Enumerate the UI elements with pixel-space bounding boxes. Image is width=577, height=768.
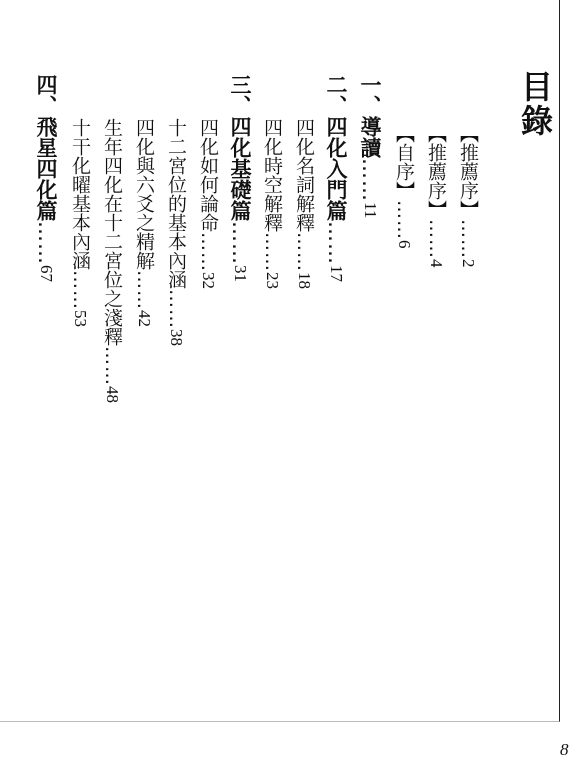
toc-entry-sub-2-2 — [256, 118, 286, 289]
entry-page: 67 — [37, 265, 56, 282]
leader-dots: …… — [165, 289, 187, 329]
entry-label: 一、導讀 — [358, 74, 382, 158]
leader-dots: …… — [425, 219, 447, 259]
page-number: 8 — [560, 740, 569, 759]
entry-page: 53 — [71, 310, 90, 327]
entry-label: 【自序】 — [393, 124, 415, 200]
leader-dots: …… — [358, 158, 382, 202]
entry-label: 二、四化入門篇 — [324, 74, 348, 221]
toc-entry-sub-3-1 — [192, 118, 222, 289]
entry-page: 48 — [103, 386, 122, 403]
leader-dots: …… — [261, 232, 283, 272]
toc-entry-sub-3-2 — [160, 118, 190, 346]
entry-page: 4 — [427, 259, 446, 268]
toc-entry-chapter-3 — [224, 74, 254, 282]
leader-dots: …… — [293, 232, 315, 272]
leader-dots: …… — [228, 221, 252, 265]
leader-dots: …… — [101, 346, 123, 386]
toc-title: 目錄 — [516, 70, 554, 138]
entry-page: 6 — [395, 240, 414, 249]
toc-entry-chapter-2 — [320, 74, 350, 282]
leader-dots: …… — [69, 270, 91, 310]
entry-label: 生年四化在十二宮位之淺釋 — [101, 118, 123, 346]
leader-dots: …… — [133, 270, 155, 310]
toc-entry-preface-2 — [420, 124, 450, 268]
leader-dots: …… — [393, 200, 415, 240]
entry-label: 【推薦序】 — [457, 124, 479, 219]
leader-dots: …… — [197, 232, 219, 272]
entry-label: 十二宮位的基本內涵 — [165, 118, 187, 289]
entry-label: 四化與六爻之精解 — [133, 118, 155, 270]
toc-entry-self-preface — [388, 124, 418, 249]
entry-page: 42 — [135, 310, 154, 327]
entry-page: 32 — [199, 272, 218, 289]
toc-entry-chapter-1 — [354, 74, 384, 218]
entry-page: 2 — [459, 259, 478, 268]
entry-page: 18 — [295, 272, 314, 289]
leader-dots: …… — [34, 221, 58, 265]
toc-entry-chapter-4 — [30, 74, 60, 282]
entry-page: 11 — [361, 202, 380, 219]
entry-label: 【推薦序】 — [425, 124, 447, 219]
entry-label: 四化時空解釋 — [261, 118, 283, 232]
toc-entry-sub-3-4 — [96, 118, 126, 403]
entry-page: 23 — [263, 272, 282, 289]
entry-label: 三、四化基礎篇 — [228, 74, 252, 221]
entry-page: 17 — [327, 265, 346, 282]
entry-label: 四化名詞解釋 — [293, 118, 315, 232]
entry-label: 四化如何論命 — [197, 118, 219, 232]
toc-entry-sub-2-1 — [288, 118, 318, 289]
entry-label: 十干化曜基本內涵 — [69, 118, 91, 270]
entry-label: 四、飛星四化篇 — [34, 74, 58, 221]
toc-entry-sub-3-5 — [64, 118, 94, 327]
leader-dots: …… — [324, 221, 348, 265]
entry-page: 38 — [167, 329, 186, 346]
toc-entry-sub-3-3 — [128, 118, 158, 327]
leader-dots: …… — [457, 219, 479, 259]
entry-page: 31 — [231, 265, 250, 282]
toc-entry-preface-1 — [452, 124, 482, 268]
